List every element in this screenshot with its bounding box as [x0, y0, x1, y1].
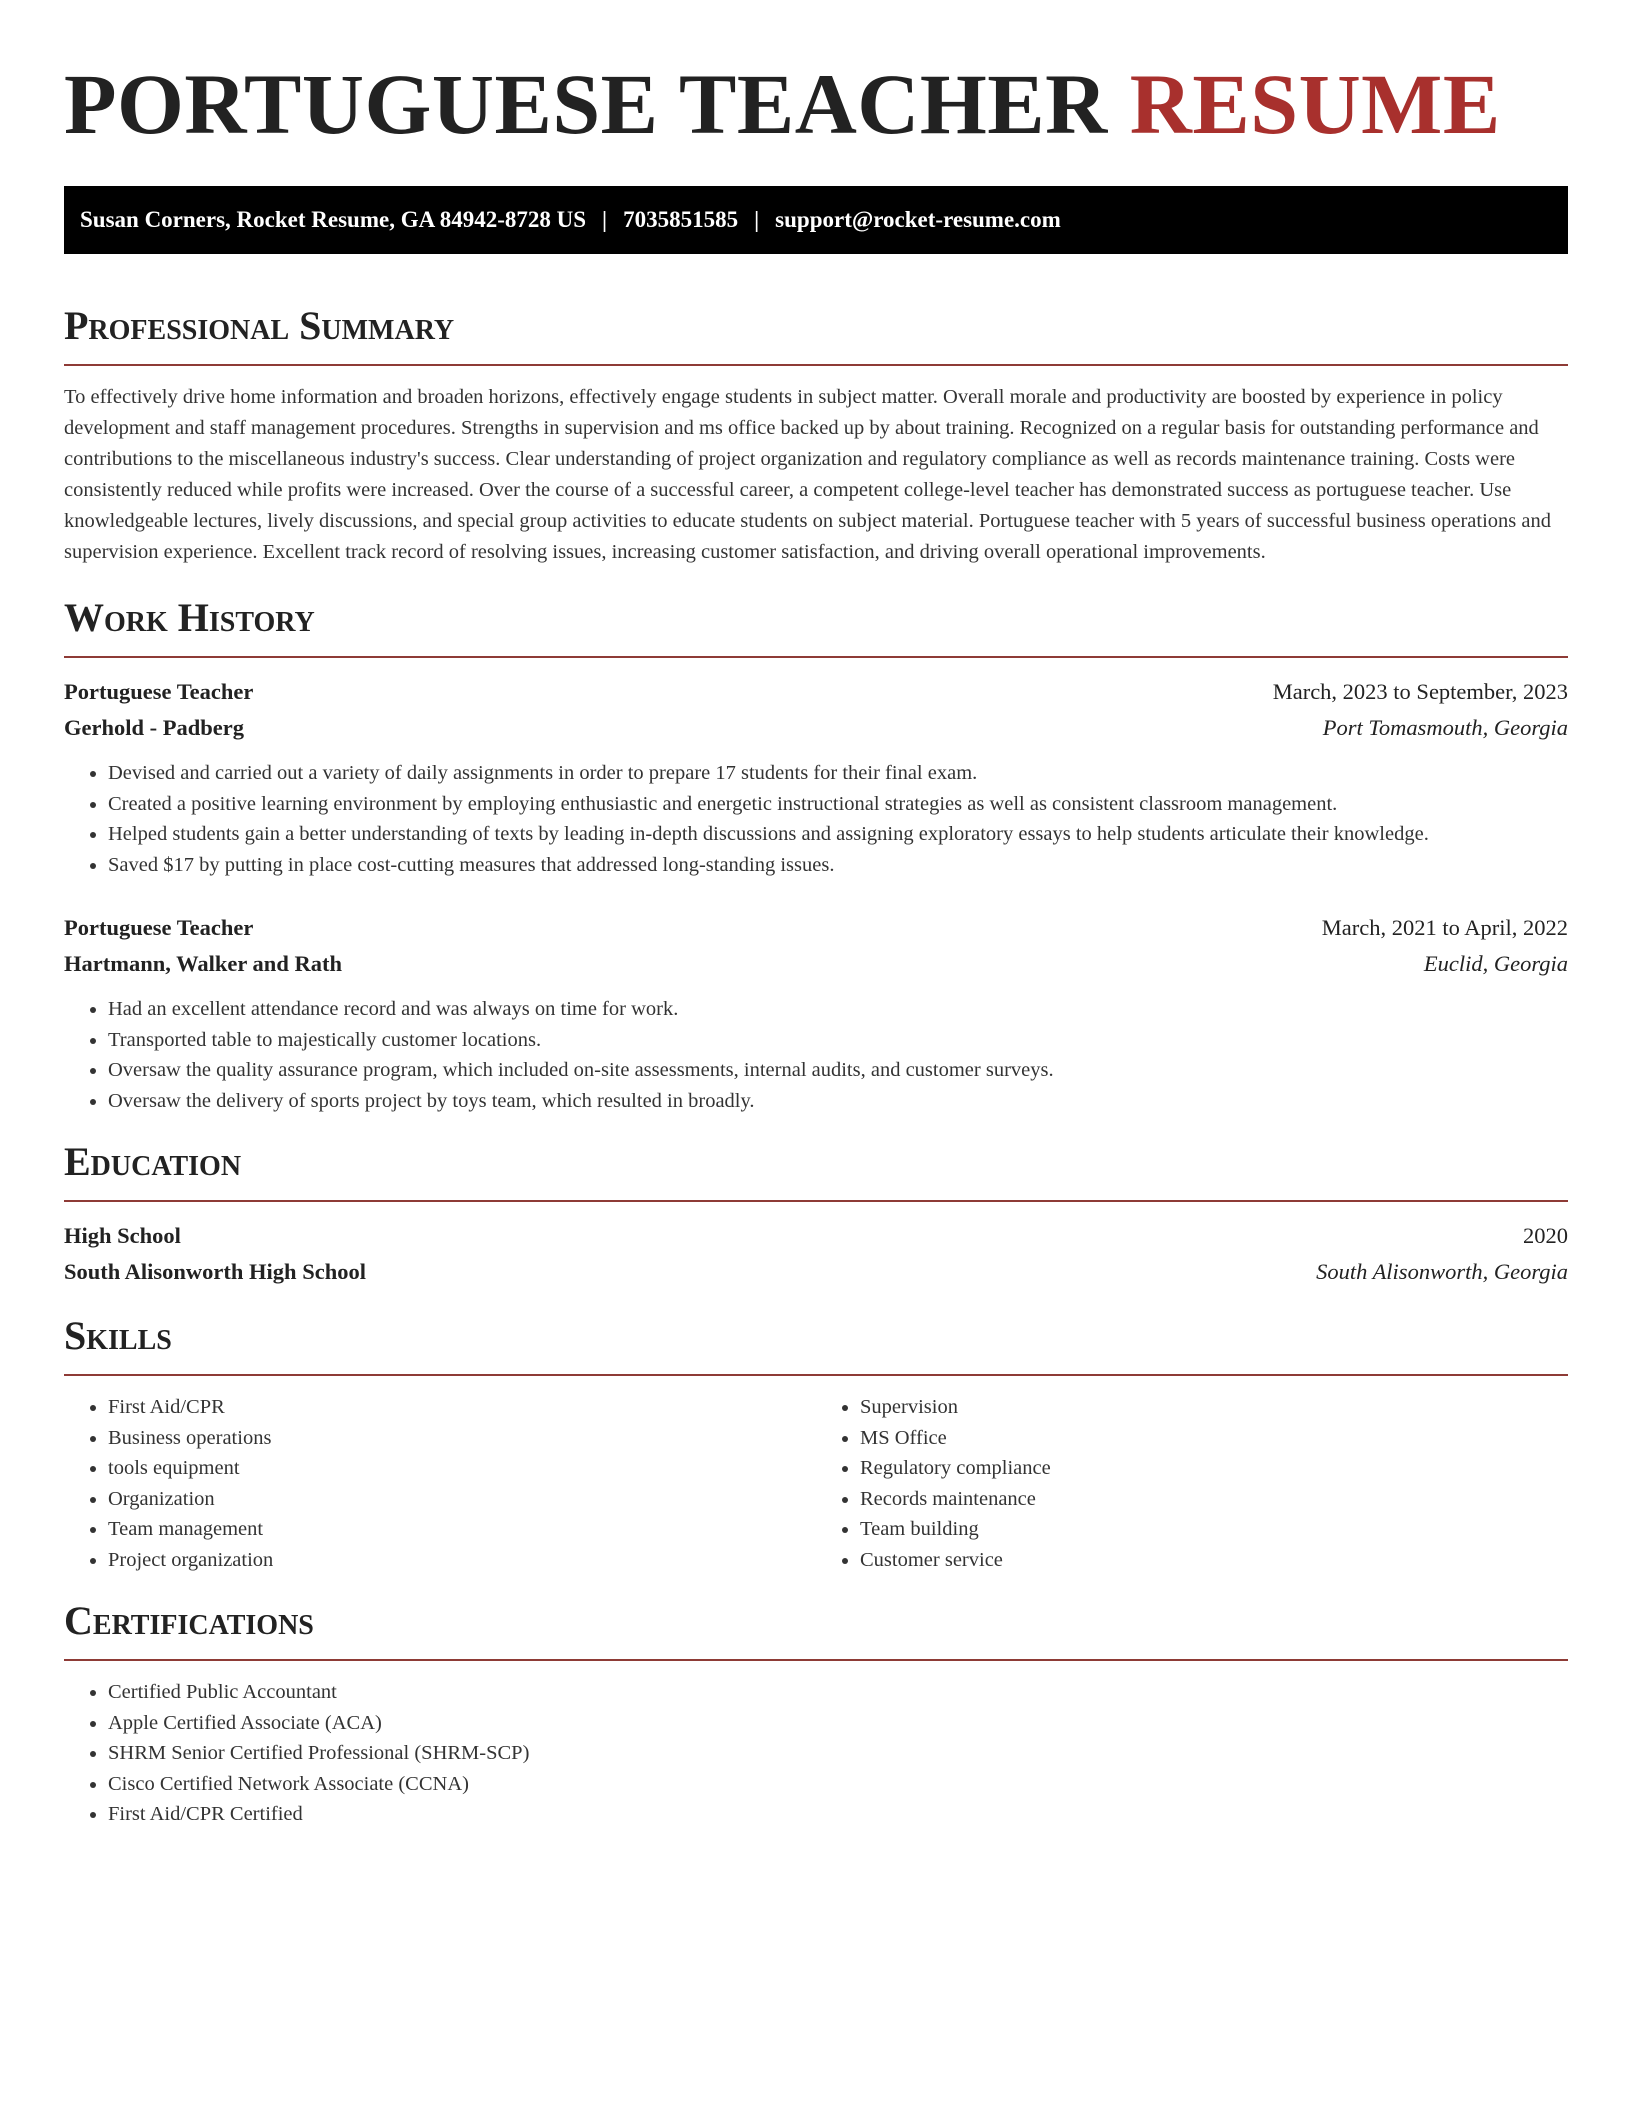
job-company-row: [64, 710, 1568, 746]
certification-item: • First Aid/CPR Certified: [108, 1799, 1568, 1830]
contact-address: Susan Corners, Rocket Resume, GA 84942-8728 US: [80, 207, 586, 232]
skill-item: • Supervision: [860, 1392, 1568, 1423]
skills-column-left: [64, 1392, 816, 1575]
resume-title: [64, 56, 1568, 152]
job-bullet: • Created a positive learning environment by employing enthusiastic and energetic instructional strategies as well as consistent classroom management.: [108, 789, 1568, 820]
job-title-row: [64, 674, 1568, 710]
skill-item: • Regulatory compliance: [860, 1453, 1568, 1484]
title-main: PORTUGUESE TEACHER: [64, 56, 1108, 152]
contact-separator: |: [754, 207, 760, 232]
job-bullet: • Oversaw the quality assurance program, which included on-site assessments, internal audits, and customer surveys.: [108, 1055, 1568, 1086]
job-location: Port Tomasmouth, Georgia: [1322, 715, 1568, 740]
skill-item: • Team management: [108, 1514, 816, 1545]
job-dates: March, 2023 to September, 2023: [1272, 679, 1568, 704]
section-divider: [64, 1659, 1568, 1661]
certification-item: • Certified Public Accountant: [108, 1677, 1568, 1708]
contact-email: support@rocket-resume.com: [775, 207, 1061, 232]
education-section: [64, 1138, 1568, 1290]
contact-separator: |: [602, 207, 608, 232]
education-school-row: [64, 1254, 1568, 1290]
summary-section: [64, 302, 1568, 568]
work-history-section: [64, 594, 1568, 1116]
skill-item: • Organization: [108, 1484, 816, 1515]
job-bullets: [64, 994, 1568, 1116]
job-title-row: [64, 910, 1568, 946]
certification-item: • Apple Certified Associate (ACA): [108, 1708, 1568, 1739]
skills-section: [64, 1312, 1568, 1575]
job-title: Portuguese Teacher: [64, 679, 254, 704]
section-divider: [64, 1200, 1568, 1202]
education-degree: High School: [64, 1223, 181, 1248]
education-location: South Alisonworth, Georgia: [1316, 1259, 1568, 1284]
work-history-heading: Work History: [64, 595, 315, 640]
summary-heading: Professional Summary: [64, 303, 455, 348]
skill-item: • tools equipment: [108, 1453, 816, 1484]
education-school: South Alisonworth High School: [64, 1259, 366, 1284]
job-title: Portuguese Teacher: [64, 915, 254, 940]
job-entry: [64, 674, 1568, 880]
job-company: Gerhold - Padberg: [64, 715, 244, 740]
job-bullet: • Saved $17 by putting in place cost-cutting measures that addressed long-standing issues.: [108, 850, 1568, 881]
skill-item: • Project organization: [108, 1545, 816, 1576]
skills-grid: [64, 1392, 1568, 1575]
job-bullet: • Oversaw the delivery of sports project by toys team, which resulted in broadly.: [108, 1086, 1568, 1117]
skill-item: • Team building: [860, 1514, 1568, 1545]
job-bullet: • Transported table to majestically customer locations.: [108, 1025, 1568, 1056]
job-bullet: • Devised and carried out a variety of daily assignments in order to prepare 17 students for their final exam.: [108, 758, 1568, 789]
certification-item: • SHRM Senior Certified Professional (SHRM-SCP): [108, 1738, 1568, 1769]
job-bullet: • Helped students gain a better understanding of texts by leading in-depth discussions and assigning exploratory essays to help students articulate their knowledge.: [108, 819, 1568, 850]
job-bullets: [64, 758, 1568, 880]
job-location: Euclid, Georgia: [1423, 951, 1568, 976]
contact-phone: 7035851585: [623, 207, 739, 232]
job-dates: March, 2021 to April, 2022: [1321, 915, 1568, 940]
certifications-section: [64, 1597, 1568, 1830]
certifications-heading: Certifications: [64, 1598, 314, 1643]
section-divider: [64, 364, 1568, 366]
section-divider: [64, 656, 1568, 658]
job-company-row: [64, 946, 1568, 982]
skills-column-right: [816, 1392, 1568, 1575]
skill-item: • Records maintenance: [860, 1484, 1568, 1515]
title-accent: RESUME: [1129, 56, 1501, 152]
certifications-list: [64, 1677, 1568, 1830]
skills-heading: Skills: [64, 1313, 172, 1358]
job-bullet: • Had an excellent attendance record and was always on time for work.: [108, 994, 1568, 1025]
summary-text: To effectively drive home information and broaden horizons, effectively engage students in subject matter. Overall morale and productivity are boosted by experience in policy development and staff management procedures. Strengths in supervision and ms office backed up by about training. Recognized on a regular basis for outstanding performance and contributions to the miscellaneous industry's success. Clear understanding of project organization and regulatory compliance as well as records maintenance training. Costs were consistently reduced while profits were increased. Over the course of a successful career, a competent college-level teacher has demonstrated success as portuguese teacher. Use knowledgeable lectures, lively discussions, and special group activities to educate students on subject material. Portuguese teacher with 5 years of successful business operations and supervision experience. Excellent track record of resolving issues, increasing customer satisfaction, and driving overall operational improvements.: [64, 386, 1551, 563]
section-divider: [64, 1374, 1568, 1376]
job-company: Hartmann, Walker and Rath: [64, 951, 342, 976]
skill-item: • Business operations: [108, 1423, 816, 1454]
education-degree-row: [64, 1218, 1568, 1254]
skill-item: • MS Office: [860, 1423, 1568, 1454]
job-entry: [64, 910, 1568, 1116]
education-heading: Education: [64, 1139, 242, 1184]
skill-item: • First Aid/CPR: [108, 1392, 816, 1423]
certification-item: • Cisco Certified Network Associate (CCNA): [108, 1769, 1568, 1800]
education-year: 2020: [1523, 1223, 1568, 1248]
contact-bar: [64, 186, 1568, 254]
skill-item: • Customer service: [860, 1545, 1568, 1576]
